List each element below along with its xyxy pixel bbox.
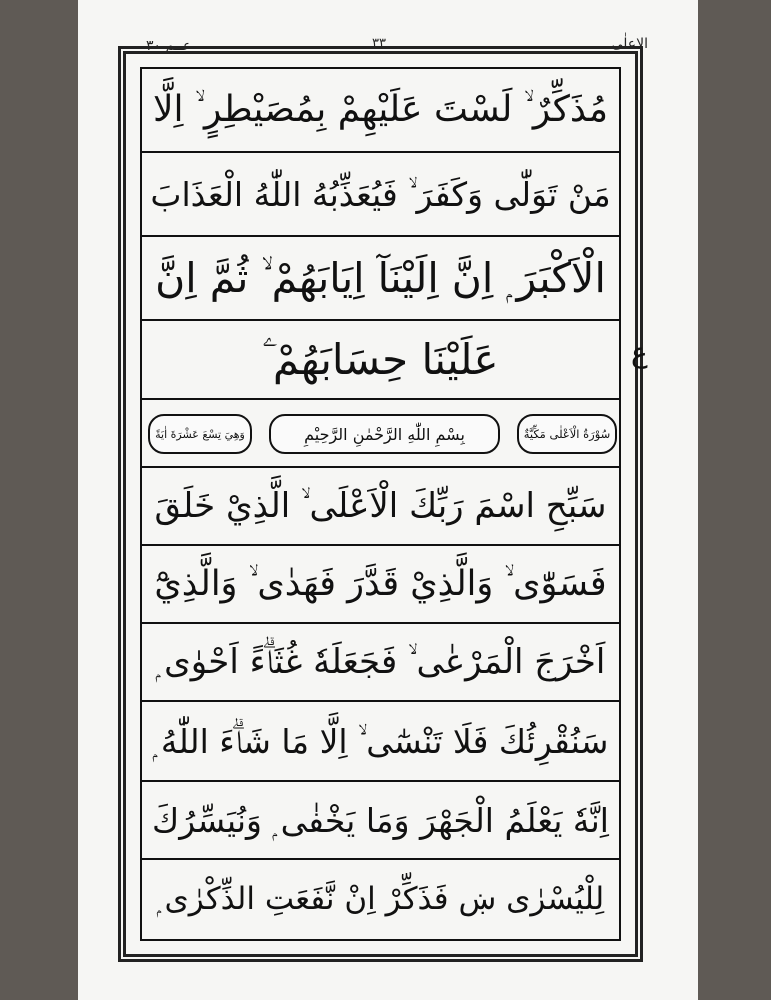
line-6: فَسَوّٰى ۙ وَالَّذِيْ قَدَّرَ فَهَدٰى ۙ وَالَّذِيْٓ <box>154 563 607 604</box>
bismillah-text: بِسْمِ اللّٰهِ الرَّحْمٰنِ الرَّحِيْمِ <box>304 424 465 444</box>
text-line <box>142 468 619 546</box>
line-1: مُذَكِّرٌ ۙ لَسْتَ عَلَيْهِمْ بِمُصَيْطِرٍ ۙ اِلَّا <box>152 89 609 130</box>
text-line <box>142 546 619 624</box>
line-10: لِلْيُسْرٰى ښ فَذَكِّرْ اِنْ نَّفَعَتِ الذِّكْرٰى ۭ <box>156 881 605 917</box>
surah-title-text: سُوْرَةُ الْاَعْلٰى مَكِّيَّةٌ <box>523 427 611 441</box>
line-3: الْاَكْبَرَ ۭ اِنَّ اِلَيْنَآ اِيَابَهُمْ ۙ ثُمَّ اِنَّ <box>155 253 606 302</box>
line-5: سَبِّحِ اسْمَ رَبِّكَ الْاَعْلَى ۙ الَّذِيْ خَلَقَ <box>154 486 607 526</box>
juz-label: عــم ٣٠ <box>146 38 192 54</box>
text-line <box>142 321 619 400</box>
text-line <box>142 69 619 153</box>
text-line <box>142 782 619 860</box>
surah-title-cartouche <box>517 414 617 454</box>
surah-name-label: الاعلٰی <box>611 36 648 52</box>
text-frame <box>140 67 621 941</box>
text-line <box>142 153 619 237</box>
surah-header <box>142 400 619 468</box>
text-line <box>142 702 619 782</box>
text-line <box>142 237 619 321</box>
ruku-marker: ع <box>631 336 648 369</box>
bismillah-cartouche <box>269 414 500 454</box>
line-8: سَنُقْرِئُكَ فَلَا تَنْسٰٓى ۙ اِلَّا مَا شَاۗءَ اللّٰهُ ۭ <box>152 721 609 761</box>
verse-count-text: وَهِيَ تِسْعَ عَشْرَةَ اٰيَةً <box>155 427 245 441</box>
line-2: مَنْ تَوَلّٰى وَكَفَرَ ۙ فَيُعَذِّبُهُ اللّٰهُ الْعَذَابَ <box>150 174 611 214</box>
line-4: عَلَيْنَا حِسَابَهُمْ ۧ <box>262 334 499 384</box>
page-number: ٣٣ <box>372 36 386 51</box>
line-7: اَخْرَجَ الْمَرْعٰى ۙ فَجَعَلَهٗ غُثَاۗءً اَحْوٰى ۭ <box>155 642 606 682</box>
line-9: اِنَّهٗ يَعْلَمُ الْجَهْرَ وَمَا يَخْفٰى ۭ وَنُيَسِّرُكَ <box>152 800 609 840</box>
verse-count-cartouche <box>148 414 252 454</box>
text-line <box>142 860 619 939</box>
text-line <box>142 624 619 702</box>
